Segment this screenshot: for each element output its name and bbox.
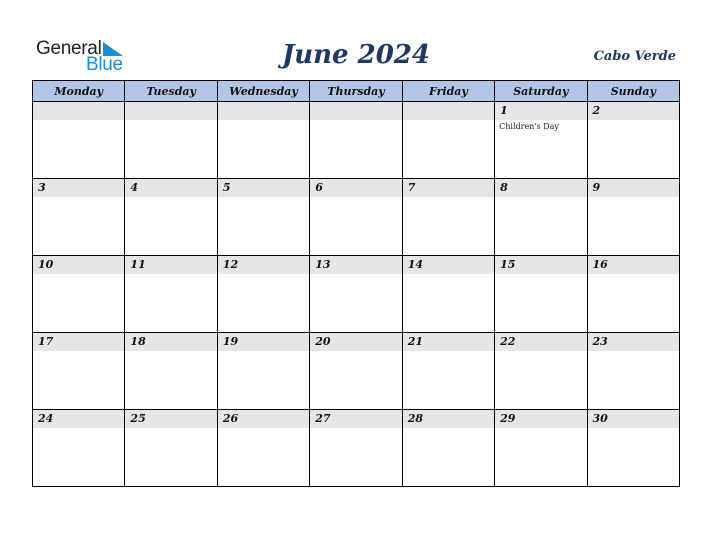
day-number: 9 <box>592 181 601 194</box>
day-number: 6 <box>315 181 323 194</box>
day-cell <box>587 179 679 256</box>
day-number-bar <box>495 256 586 274</box>
day-number: 16 <box>592 258 608 271</box>
day-number: 19 <box>222 335 239 348</box>
week-row <box>33 256 680 333</box>
logo-text-blue: Blue <box>86 54 123 75</box>
day-number-bar <box>125 102 216 120</box>
day-cell <box>495 256 587 333</box>
week-row <box>33 333 680 410</box>
day-number: 4 <box>130 181 139 194</box>
day-number-bar <box>403 410 494 428</box>
day-cell <box>310 102 402 179</box>
day-cell <box>310 410 402 487</box>
day-cell <box>402 256 494 333</box>
day-number-bar <box>218 256 309 274</box>
day-number: 2 <box>592 104 601 117</box>
day-number-bar <box>310 410 401 428</box>
weekday-monday: Monday <box>33 81 125 102</box>
calendar-grid <box>32 80 680 487</box>
holiday-label: Children's Day <box>499 122 559 131</box>
day-number-bar <box>33 333 124 351</box>
weekday-saturday: Saturday <box>495 81 587 102</box>
day-cell <box>125 256 217 333</box>
day-cell <box>217 333 309 410</box>
day-number: 1 <box>500 104 508 117</box>
day-number-bar <box>125 333 216 351</box>
day-number-bar <box>403 333 494 351</box>
day-cell <box>587 256 679 333</box>
weekday-sunday: Sunday <box>587 81 679 102</box>
day-number-bar <box>125 410 216 428</box>
day-cell <box>125 333 217 410</box>
day-number: 24 <box>38 412 54 425</box>
day-number: 5 <box>222 181 231 194</box>
day-number-bar <box>403 179 494 197</box>
day-number: 11 <box>130 258 146 271</box>
day-cell <box>33 102 125 179</box>
weekday-wednesday: Wednesday <box>217 81 309 102</box>
day-cell <box>125 102 217 179</box>
day-number: 22 <box>500 335 516 348</box>
day-number: 26 <box>222 412 239 425</box>
week-row <box>33 102 680 179</box>
week-row <box>33 179 680 256</box>
day-number: 25 <box>130 412 146 425</box>
day-cell <box>217 256 309 333</box>
day-cell <box>33 179 125 256</box>
day-cell <box>310 256 402 333</box>
day-number-bar <box>218 333 309 351</box>
day-number-bar <box>588 333 679 351</box>
day-cell <box>33 256 125 333</box>
day-cell <box>587 102 679 179</box>
day-cell <box>125 410 217 487</box>
day-cell <box>217 179 309 256</box>
day-cell <box>587 333 679 410</box>
day-number: 13 <box>315 258 331 271</box>
day-cell <box>217 102 309 179</box>
calendar-title: June 2024 <box>281 40 431 70</box>
day-number-bar <box>588 256 679 274</box>
day-number: 15 <box>500 258 516 271</box>
day-number-bar <box>218 102 309 120</box>
day-cell <box>33 333 125 410</box>
day-number: 18 <box>130 335 146 348</box>
day-cell <box>402 410 494 487</box>
day-number-bar <box>310 333 401 351</box>
day-number-bar <box>33 102 124 120</box>
day-number: 21 <box>407 335 423 348</box>
day-cell <box>402 179 494 256</box>
day-cell <box>495 410 587 487</box>
day-number-bar <box>310 256 401 274</box>
logo-text-general: General <box>36 38 102 59</box>
day-number-bar <box>588 410 679 428</box>
weekday-tuesday: Tuesday <box>125 81 217 102</box>
day-number-bar <box>588 102 679 120</box>
day-cell <box>402 102 494 179</box>
day-cell <box>310 179 402 256</box>
day-cell <box>587 410 679 487</box>
day-cell <box>125 179 217 256</box>
calendar-body <box>33 102 680 487</box>
day-number-bar <box>33 410 124 428</box>
day-cell <box>495 333 587 410</box>
day-number-bar <box>588 179 679 197</box>
day-number: 29 <box>500 412 516 425</box>
day-number: 12 <box>222 258 239 271</box>
weekday-header-row <box>33 81 680 102</box>
day-number-bar <box>33 179 124 197</box>
day-number: 23 <box>592 335 608 348</box>
day-cell <box>402 333 494 410</box>
day-number-bar <box>495 179 586 197</box>
weekday-friday: Friday <box>402 81 494 102</box>
day-cell <box>495 102 587 179</box>
day-number-bar <box>218 410 309 428</box>
day-number-bar <box>218 179 309 197</box>
day-cell <box>217 410 309 487</box>
day-number-bar <box>310 102 401 120</box>
country-name: Cabo Verde <box>593 49 676 64</box>
day-number: 28 <box>407 412 423 425</box>
weekday-thursday: Thursday <box>310 81 402 102</box>
day-number-bar <box>125 256 216 274</box>
day-cell <box>495 179 587 256</box>
day-number-bar <box>33 256 124 274</box>
day-number-bar <box>495 410 586 428</box>
day-number-bar <box>403 102 494 120</box>
day-number: 27 <box>315 412 331 425</box>
day-number: 30 <box>592 412 608 425</box>
week-row <box>33 410 680 487</box>
day-cell <box>33 410 125 487</box>
day-number: 20 <box>315 335 331 348</box>
day-cell <box>310 333 402 410</box>
day-number-bar <box>495 333 586 351</box>
day-number: 17 <box>38 335 54 348</box>
day-number-bar <box>125 179 216 197</box>
day-number: 10 <box>38 258 54 271</box>
day-number: 3 <box>38 181 46 194</box>
day-number-bar <box>495 102 586 120</box>
day-number: 7 <box>407 181 416 194</box>
day-number-bar <box>310 179 401 197</box>
day-number: 8 <box>500 181 508 194</box>
day-number: 14 <box>407 258 423 271</box>
day-number-bar <box>403 256 494 274</box>
